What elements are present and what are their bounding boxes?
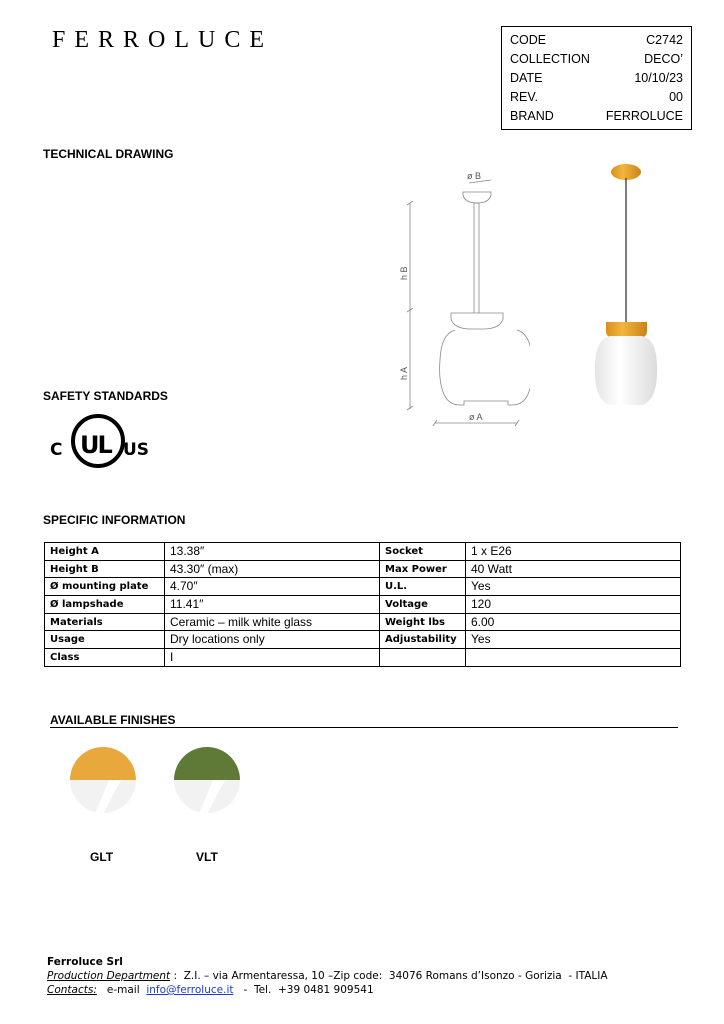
spec-label: Materials bbox=[45, 613, 165, 631]
spec-row bbox=[45, 631, 681, 649]
technical-drawing-heading: TECHNICAL DRAWING bbox=[43, 147, 174, 161]
info-value: 10/10/23 bbox=[634, 71, 683, 85]
spec-label: Ø lampshade bbox=[45, 596, 165, 614]
finish-code-vlt: VLT bbox=[196, 850, 218, 864]
info-row bbox=[510, 31, 683, 50]
spec-value: Yes bbox=[466, 631, 681, 649]
ul-us-letters: US bbox=[123, 440, 150, 460]
info-label: BRAND bbox=[510, 109, 554, 123]
spec-row bbox=[45, 613, 681, 631]
footer-company: Ferroluce Srl bbox=[47, 956, 123, 968]
technical-drawing bbox=[395, 165, 530, 430]
spec-value: I bbox=[165, 649, 380, 667]
specifications-table bbox=[44, 542, 681, 667]
info-value: DECO’ bbox=[644, 52, 683, 66]
info-label: COLLECTION bbox=[510, 52, 590, 66]
available-finishes-heading bbox=[50, 713, 678, 728]
hb-label: h B bbox=[399, 266, 409, 280]
spec-value: 4.70″ bbox=[165, 578, 380, 596]
spec-label: Weight lbs bbox=[380, 613, 466, 631]
product-photo bbox=[580, 160, 680, 415]
ul-center-letters: UL bbox=[80, 431, 111, 459]
info-row bbox=[510, 69, 683, 88]
finish-swatch-vlt bbox=[173, 746, 241, 814]
spec-value: 43.30″ (max) bbox=[165, 560, 380, 578]
spec-value: Yes bbox=[466, 578, 681, 596]
production-label: Production Department bbox=[47, 970, 171, 982]
spec-label: Socket bbox=[380, 543, 466, 561]
ha-label: h A bbox=[399, 366, 409, 380]
spec-value: 6.00 bbox=[466, 613, 681, 631]
spec-row bbox=[45, 578, 681, 596]
spec-label: Height B bbox=[45, 560, 165, 578]
spec-label: Adjustability bbox=[380, 631, 466, 649]
spec-value: 40 Watt bbox=[466, 560, 681, 578]
info-label: REV. bbox=[510, 90, 539, 104]
info-row bbox=[510, 50, 683, 69]
finish-code-glt: GLT bbox=[90, 850, 114, 864]
spec-row bbox=[45, 649, 681, 667]
contacts-label: Contacts: bbox=[47, 984, 97, 996]
telephone: - Tel. +39 0481 909541 bbox=[233, 984, 374, 996]
spec-value: Ceramic – milk white glass bbox=[165, 613, 380, 631]
info-value: C2742 bbox=[646, 33, 683, 47]
info-value: 00 bbox=[669, 90, 683, 104]
dia-a-label: ø A bbox=[469, 412, 483, 422]
spec-value: 13.38″ bbox=[165, 543, 380, 561]
spec-label: Ø mounting plate bbox=[45, 578, 165, 596]
spec-label: Usage bbox=[45, 631, 165, 649]
spec-label: Voltage bbox=[380, 596, 466, 614]
spec-value: Dry locations only bbox=[165, 631, 380, 649]
info-label: CODE bbox=[510, 33, 547, 47]
brand-logo: FERROLUCE bbox=[52, 27, 274, 53]
spec-value: 120 bbox=[466, 596, 681, 614]
ul-certification-logo bbox=[50, 411, 150, 473]
specific-information-heading: SPECIFIC INFORMATION bbox=[43, 513, 186, 527]
spec-label: Height A bbox=[45, 543, 165, 561]
ul-c-letter: C bbox=[50, 440, 63, 460]
footer-contacts bbox=[47, 984, 374, 996]
finish-swatch-glt bbox=[69, 746, 137, 814]
info-value: FERROLUCE bbox=[605, 109, 683, 123]
info-label: DATE bbox=[510, 71, 543, 85]
production-address: : Z.I. – via Armentaressa, 10 –Zip code: 34076 Romans d’Isonzo - Gorizia - ITALIA bbox=[170, 970, 608, 982]
spec-row bbox=[45, 560, 681, 578]
safety-standards-heading: SAFETY STANDARDS bbox=[43, 389, 168, 403]
email-prefix: e-mail bbox=[96, 984, 147, 996]
spec-label: Class bbox=[45, 649, 165, 667]
info-row bbox=[510, 88, 683, 107]
dia-b-label: ø B bbox=[467, 171, 482, 181]
finishes-heading-text: AVAILABLE FINISHES bbox=[50, 713, 176, 727]
spec-row bbox=[45, 596, 681, 614]
spec-label bbox=[380, 649, 466, 667]
spec-row bbox=[45, 543, 681, 561]
info-row bbox=[510, 107, 683, 126]
email-link[interactable]: info@ferroluce.it bbox=[146, 984, 234, 996]
spec-label: U.L. bbox=[380, 578, 466, 596]
spec-value bbox=[466, 649, 681, 667]
spec-value: 1 x E26 bbox=[466, 543, 681, 561]
spec-value: 11.41″ bbox=[165, 596, 380, 614]
footer-address bbox=[47, 970, 608, 982]
product-info-box bbox=[501, 26, 692, 130]
spec-label: Max Power bbox=[380, 560, 466, 578]
